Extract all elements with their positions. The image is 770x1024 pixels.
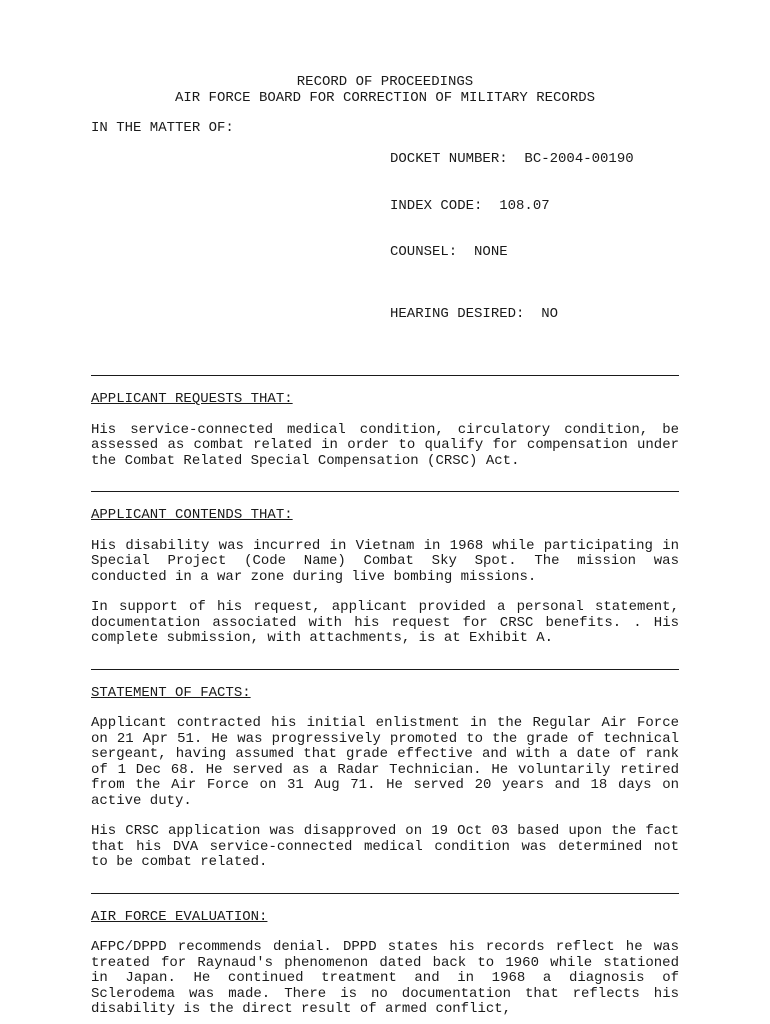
counsel: COUNSEL: NONE [390, 244, 508, 260]
section-heading: APPLICANT REQUESTS THAT: [91, 391, 293, 407]
section-heading: STATEMENT OF FACTS: [91, 684, 251, 701]
docket-info [390, 121, 634, 353]
paragraph: His service-connected medical condition, circulatory condition, be assessed as combat related in order to qualify for compensation under the Combat Related Special Compensation (CRSC) Act. [91, 421, 679, 469]
matter-label: IN THE MATTER OF: [91, 120, 234, 136]
matter-block [91, 121, 679, 353]
section-heading: AIR FORCE EVALUATION: [91, 908, 268, 925]
section-body [91, 716, 679, 871]
paragraph: Applicant contracted his initial enlistment in the Regular Air Force on 21 Apr 51. He was progressively promoted to the grade of technical sergeant, having assumed that grade effective and with a date of rank of 1 Dec 68. He served as a Radar Technician. He voluntarily retired from the Air Force on 31 Aug 71. He served 20 years and 18 days on active duty. [91, 715, 679, 809]
paragraph: AFPC/DPPD recommends denial. DPPD states his records reflect he was treated for Raynaud's phenomenon dated back to 1960 while stationed in Japan. He continued treatment and in 1968 a diagnosis of Sclerodema was made. There is no documentation that reflects his disability is the direct result of armed conflict, [91, 939, 679, 1017]
section-divider [91, 375, 679, 376]
docket-number: DOCKET NUMBER: BC-2004-00190 [390, 151, 634, 167]
board-title: AIR FORCE BOARD FOR CORRECTION OF MILITARY RECORDS [174, 89, 596, 106]
section-heading: APPLICANT CONTENDS THAT: [91, 507, 293, 523]
paragraph: His disability was incurred in Vietnam in 1968 while participating in Special Project (Code Name) Combat Sky Spot. The mission was conducted in a war zone during live bombing missions. [91, 537, 679, 585]
section-divider [91, 893, 679, 894]
section-body [91, 539, 679, 647]
section-divider [91, 669, 679, 670]
paragraph: His CRSC application was disapproved on 19 Oct 03 based upon the fact that his DVA service-connected medical condition was determined not to be combat related. [91, 823, 679, 870]
document-page [91, 75, 679, 1018]
paragraph: In support of his request, applicant provided a personal statement, documentation associated with his request for CRSC benefits. . His complete submission, with attachments, is at Exhibit A. [91, 599, 679, 646]
record-title: RECORD OF PROCEEDINGS [296, 74, 474, 90]
index-code: INDEX CODE: 108.07 [390, 197, 550, 214]
section-body [91, 940, 679, 1018]
section-body [91, 423, 679, 470]
hearing-desired: HEARING DESIRED: NO [390, 305, 559, 322]
section-divider [91, 491, 679, 492]
